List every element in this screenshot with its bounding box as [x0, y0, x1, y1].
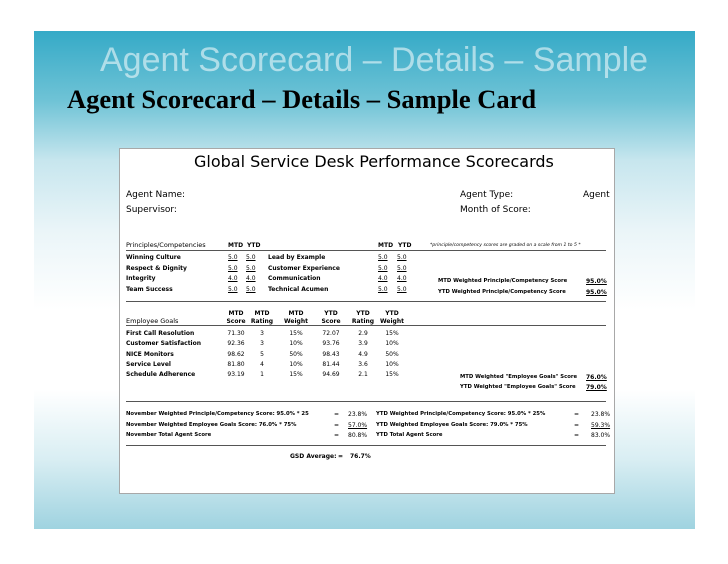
goal-cell: 10%: [289, 360, 303, 368]
goal-cell: 50%: [289, 350, 303, 358]
mtd-weighted-principle-value: 95.0%: [586, 278, 607, 285]
goal-cell: 3.6: [358, 360, 368, 368]
summary-label: YTD Weighted Employee Goals Score: 79.0% * 75%: [376, 421, 528, 428]
goals-column-header: YTD: [324, 310, 338, 317]
goal-cell: 15%: [289, 330, 303, 337]
summary-label: November Weighted Employee Goals Score: 76.0% * 75%: [126, 421, 297, 428]
goal-cell: 2.1: [358, 371, 368, 379]
goal-cell: 10%: [385, 360, 399, 368]
principle-mtd-score: 5.0: [228, 264, 238, 272]
summary-eq: =: [574, 432, 580, 439]
mtd-weighted-goals-value: 76.0%: [586, 374, 607, 381]
summary-label: November Total Agent Score: [126, 432, 212, 438]
principle-name: Team Success: [126, 285, 173, 293]
goals-column-header: YTD: [356, 310, 370, 317]
goal-cell: 10%: [289, 340, 303, 348]
goal-cell: 92.36: [227, 340, 245, 348]
summary-eq: =: [334, 421, 340, 429]
goals-column-header: Score: [321, 318, 341, 325]
principle-name: Respect & Dignity: [126, 264, 187, 272]
principle-mtd-score: 5.0: [228, 254, 238, 261]
goal-cell: 1: [260, 371, 264, 379]
gsd-average-label: GSD Average:: [290, 453, 337, 460]
goal-cell: 4.9: [358, 350, 368, 358]
principle-name: Customer Experience: [268, 264, 340, 272]
scorecard-card: [119, 148, 615, 494]
ytd-weighted-principle-value: 95.0%: [586, 289, 607, 296]
goals-column-header: Weight: [380, 318, 404, 325]
summary-eq: =: [334, 432, 340, 439]
goals-column-header: Rating: [250, 318, 274, 325]
divider: [126, 325, 606, 326]
summary-value: 23.8%: [591, 411, 611, 418]
principle-ytd-score: 5.0: [246, 285, 256, 293]
goal-cell: 5: [260, 350, 264, 358]
summary-eq: =: [574, 411, 580, 418]
goal-name: Schedule Adherence: [126, 371, 196, 379]
divider: [126, 445, 606, 446]
principle-name: Communication: [268, 275, 321, 282]
principles-note: *principle/competency scores are graded on a scale from 1 to 5 *: [430, 243, 581, 248]
goal-cell: 2.9: [358, 330, 368, 337]
ytd-weighted-principle-label: YTD Weighted Principle/Competency Score: [438, 289, 566, 295]
principle-ytd-score: 5.0: [397, 264, 407, 272]
principle-mtd-score: 5.0: [378, 254, 388, 261]
principle-ytd-score: 5.0: [246, 254, 256, 261]
ytd-weighted-goals-value: 79.0%: [586, 384, 607, 391]
goal-cell: 81.44: [322, 360, 340, 368]
principle-mtd-score: 5.0: [378, 264, 388, 272]
principles-ytd-right: YTD: [398, 242, 412, 249]
agent-type-value: Agent: [583, 190, 610, 200]
goal-name: Customer Satisfaction: [126, 340, 202, 348]
principle-mtd-score: 4.0: [378, 275, 388, 282]
goal-cell: 3: [260, 330, 264, 337]
principle-ytd-score: 4.0: [246, 275, 256, 282]
principle-mtd-score: 4.0: [228, 275, 238, 282]
agent-name-label: Agent Name:: [126, 190, 186, 200]
principle-name: Technical Acumen: [268, 285, 329, 293]
summary-eq: =: [574, 421, 580, 429]
summary-label: YTD Total Agent Score: [376, 432, 443, 438]
ghost-title: Agent Scorecard – Details – Sample: [100, 41, 649, 79]
goal-cell: 81.80: [227, 360, 245, 368]
goals-column-header: MTD: [228, 310, 244, 317]
gsd-average-eq: =: [338, 453, 344, 460]
goal-cell: 10%: [385, 340, 399, 348]
goal-name: NICE Monitors: [126, 350, 174, 358]
principle-name: Lead by Example: [268, 254, 326, 261]
summary-value: 80.8%: [348, 432, 368, 439]
slide-title: Agent Scorecard – Details – Sample Card: [67, 84, 537, 114]
goal-cell: 98.43: [322, 350, 340, 358]
summary-value: 59.3%: [591, 421, 611, 429]
goal-cell: 15%: [385, 371, 399, 379]
gsd-average-value: 76.7%: [350, 453, 371, 460]
goal-name: Service Level: [126, 360, 171, 368]
goal-cell: 98.62: [227, 350, 245, 358]
divider: [126, 301, 606, 302]
principle-mtd-score: 5.0: [378, 285, 388, 293]
goal-cell: 93.19: [227, 371, 245, 379]
card-header: Global Service Desk Performance Scorecards: [194, 152, 554, 171]
ytd-weighted-goals-label: YTD Weighted "Employee Goals" Score: [460, 384, 576, 390]
goal-cell: 71.30: [227, 330, 245, 337]
divider: [126, 250, 606, 251]
goals-column-header: MTD: [254, 310, 270, 317]
principle-ytd-score: 5.0: [246, 264, 256, 272]
principles-mtd-left: MTD: [228, 242, 244, 249]
goals-column-header: Rating: [351, 318, 375, 325]
principles-heading: Principles/Competencies: [126, 241, 206, 249]
goal-cell: 15%: [289, 371, 303, 379]
summary-label: November Weighted Principle/Competency Score: 95.0% * 25: [126, 411, 309, 417]
goals-column-header: YTD: [385, 310, 399, 317]
goal-cell: 50%: [385, 350, 399, 358]
goal-cell: 94.69: [322, 371, 340, 379]
goal-cell: 3.9: [358, 340, 368, 348]
summary-label: YTD Weighted Principle/Competency Score: 95.0% * 25%: [376, 411, 546, 417]
principles-ytd-left: YTD: [247, 242, 261, 249]
principle-name: Winning Culture: [126, 254, 181, 261]
slide: [34, 31, 695, 529]
summary-value: 83.0%: [591, 432, 611, 439]
goal-cell: 72.07: [322, 330, 340, 337]
month-of-score-label: Month of Score:: [460, 205, 531, 215]
divider: [126, 401, 606, 402]
mtd-weighted-principle-label: MTD Weighted Principle/Competency Score: [438, 278, 568, 284]
summary-eq: =: [334, 411, 340, 418]
principle-name: Integrity: [126, 275, 156, 282]
principle-ytd-score: 5.0: [397, 285, 407, 293]
mtd-weighted-goals-label: MTD Weighted "Employee Goals" Score: [460, 374, 578, 380]
summary-value: 23.8%: [348, 411, 368, 418]
goals-column-header: Score: [226, 318, 246, 325]
principle-ytd-score: 5.0: [397, 254, 407, 261]
goals-heading: Employee Goals: [126, 317, 179, 325]
goals-column-header: Weight: [284, 318, 308, 325]
goal-cell: 4: [260, 360, 264, 368]
goal-name: First Call Resolution: [126, 330, 195, 337]
goals-column-header: MTD: [288, 310, 304, 317]
goal-cell: 93.76: [322, 340, 340, 348]
principle-mtd-score: 5.0: [228, 285, 238, 293]
supervisor-label: Supervisor:: [126, 205, 177, 215]
principles-mtd-right: MTD: [378, 242, 394, 249]
goal-cell: 3: [260, 340, 264, 348]
principle-ytd-score: 4.0: [397, 275, 407, 282]
goal-cell: 15%: [385, 330, 399, 337]
agent-type-label: Agent Type:: [460, 190, 514, 200]
summary-value: 57.0%: [348, 421, 368, 429]
